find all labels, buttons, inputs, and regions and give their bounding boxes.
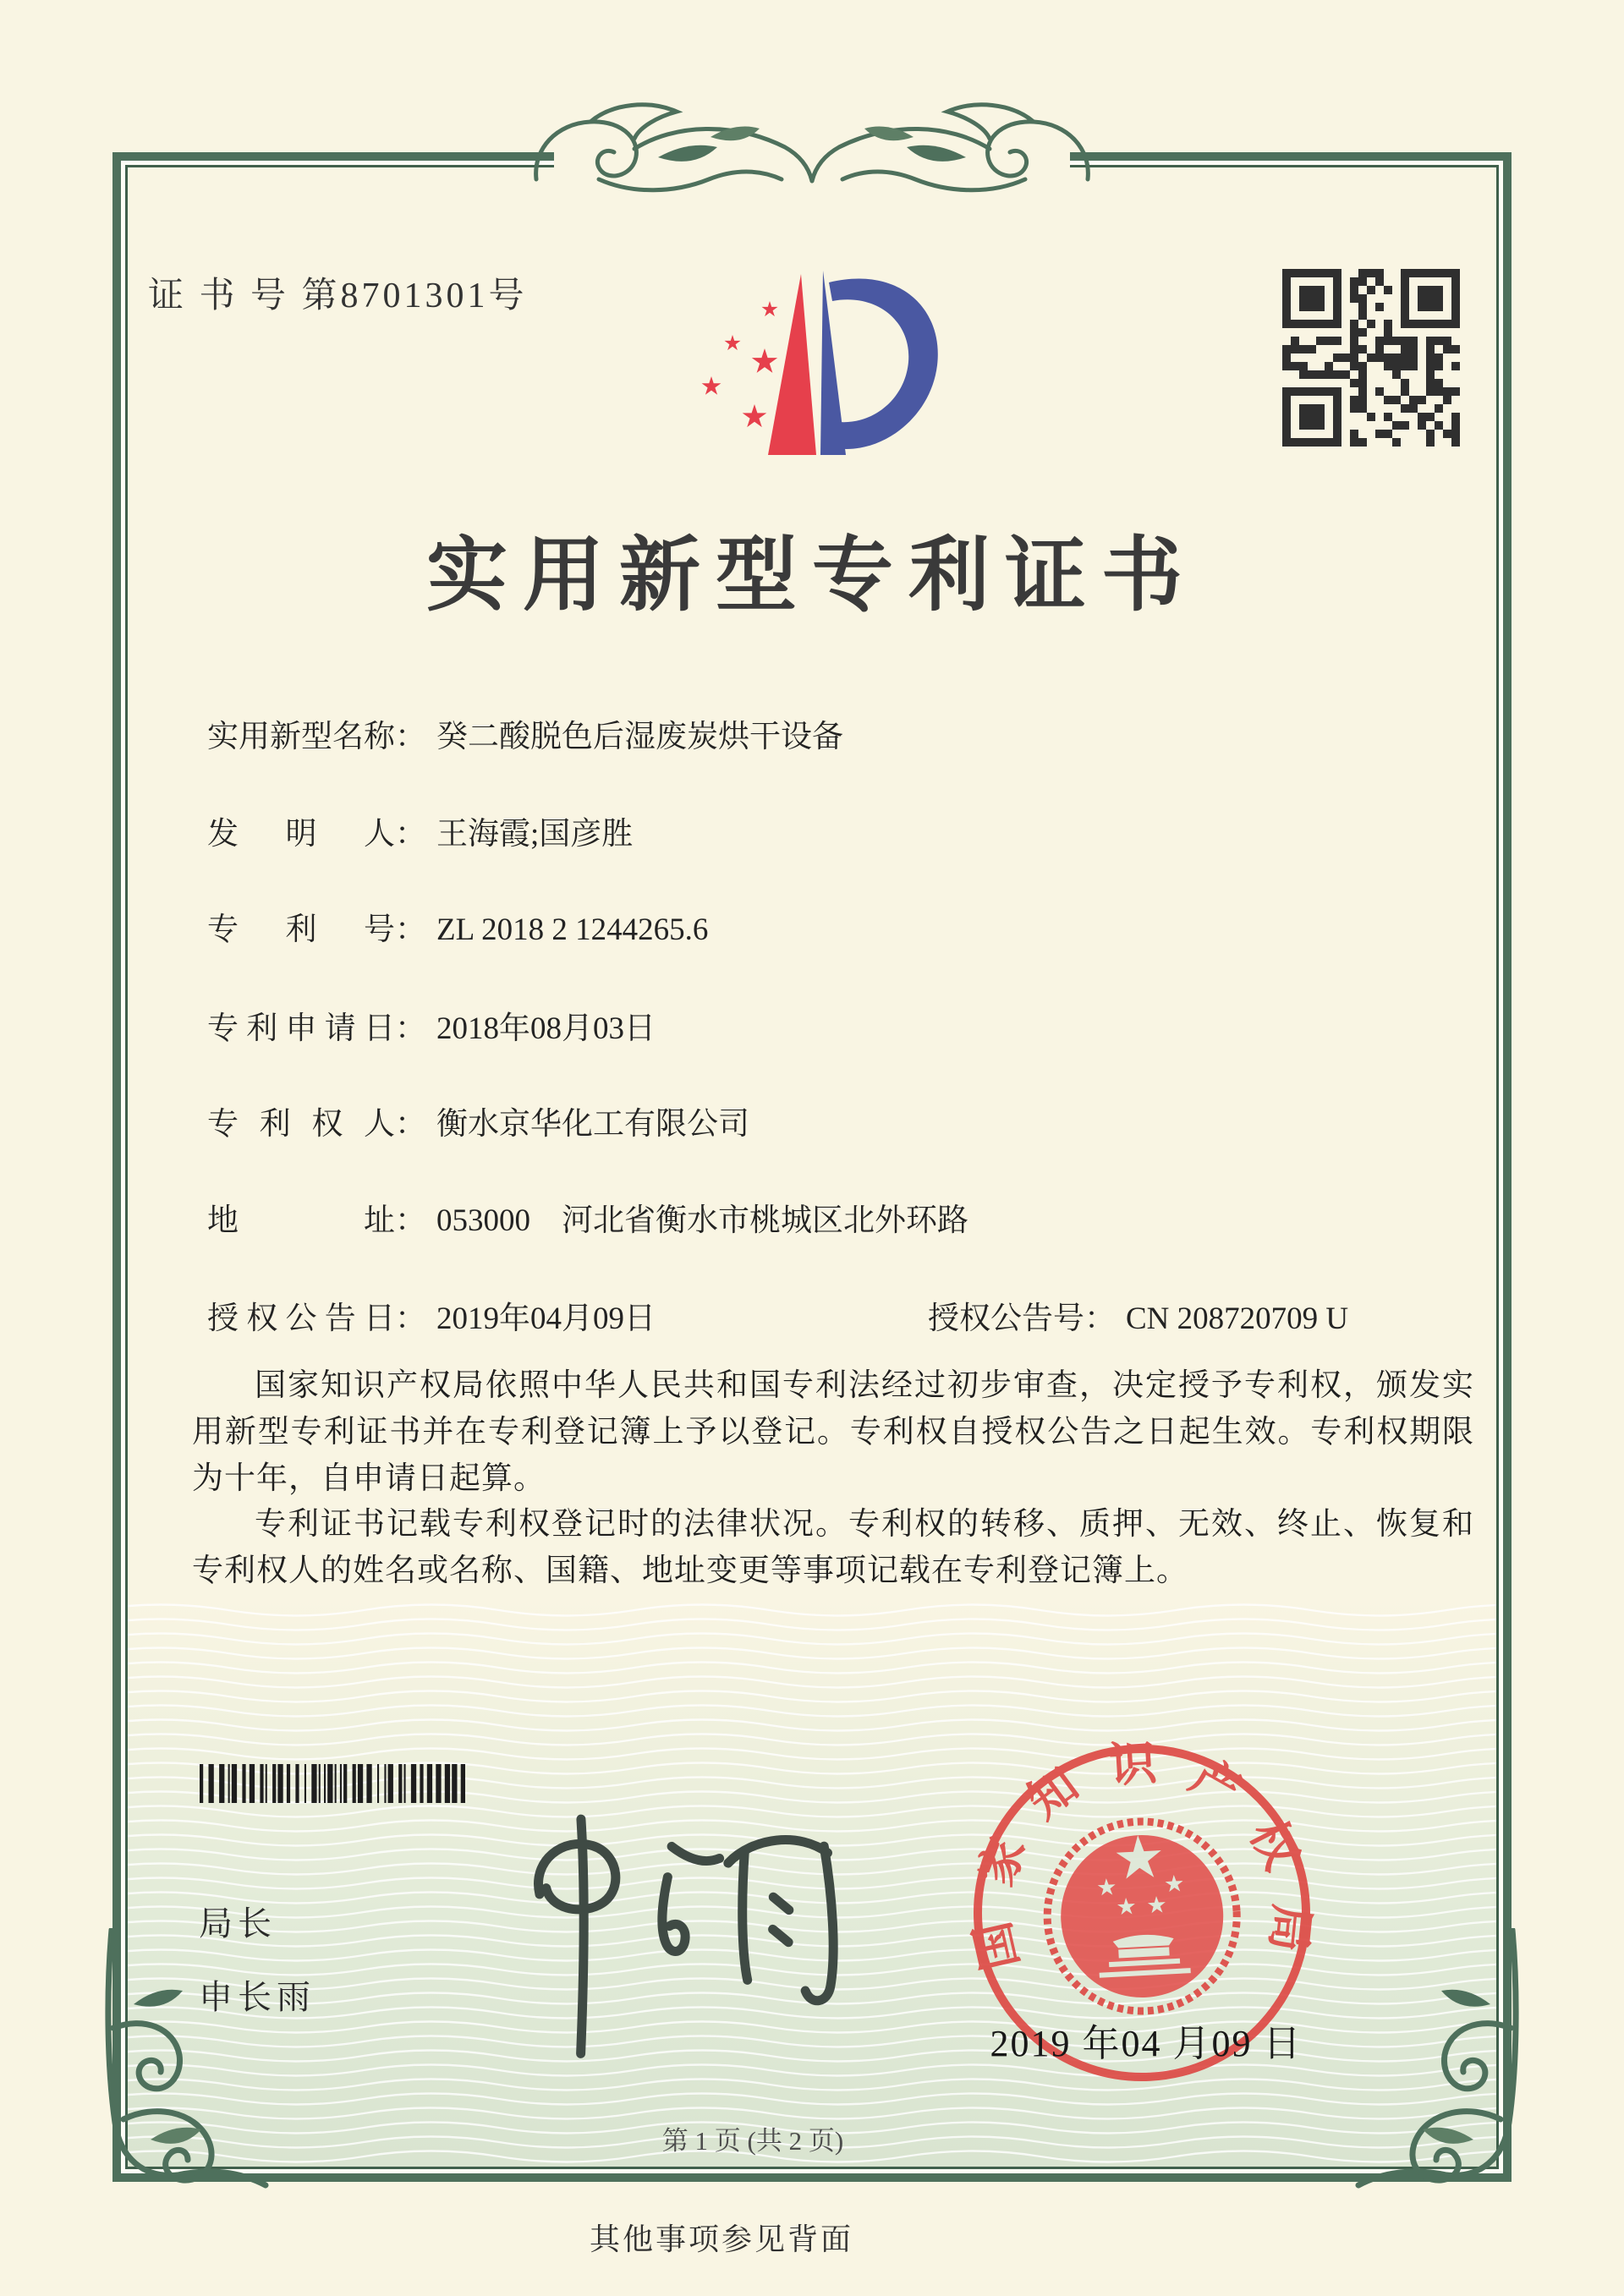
field-label: 实用新型名称 <box>207 720 395 754</box>
field-value: CN 208720709 U <box>1126 1301 1349 1336</box>
seal-date: 2019 年04 月09 日 <box>990 2023 1303 2064</box>
certificate-title: 实用新型专利证书 <box>426 530 1198 621</box>
field-value: 2019年04月09日 <box>436 1301 656 1336</box>
corner-ornament-left <box>100 1928 303 2192</box>
field-inventor: 发明人： 王海霞;国彦胜 <box>207 808 633 853</box>
body-paragraph-2: 专利证书记载专利权登记时的法律状况。专利权的转移、质押、无效、终止、恢复和专利权人的姓名或名称、国籍、地址变更等事项记载在专利登记簿上。 <box>192 1507 1474 1588</box>
field-filing-date: 专利申请日： 2018年08月03日 <box>207 1002 656 1048</box>
corner-ornament-right <box>1321 1928 1524 2192</box>
legal-body-text <box>192 1363 1474 1595</box>
field-label: 授权公告日 <box>207 1301 395 1336</box>
body-paragraph-1: 国家知识产权局依照中华人民共和国专利法经过初步审查，决定授予专利权，颁发实用新型专利证书并在专利登记簿上予以登记。专利权自授权公告之日起生效。专利权期限为十年，自申请日起算。 <box>192 1368 1474 1496</box>
field-label: 专利申请日 <box>207 1011 395 1046</box>
logo-p-bowl <box>829 279 938 449</box>
handwritten-signature <box>453 1803 868 2080</box>
seal-ring-text: 国家知识产权局 <box>966 1737 1318 1975</box>
field-address: 地址： 053000 河北省衡水市桃城区北外环路 <box>207 1194 968 1240</box>
cnipa-patent-logo <box>687 247 941 465</box>
field-value: 癸二酸脱色后湿废炭烘干设备 <box>436 720 843 754</box>
field-value: ZL 2018 2 1244265.6 <box>436 912 709 947</box>
field-value: 053000 河北省衡水市桃城区北外环路 <box>436 1203 968 1238</box>
field-label: 发明人 <box>207 817 395 852</box>
seal-national-emblem <box>1043 1817 1242 2015</box>
field-label: 地址 <box>207 1203 395 1238</box>
field-patent-number: 专利号： ZL 2018 2 1244265.6 <box>207 903 708 949</box>
field-patentee: 专利权人： 衡水京华化工有限公司 <box>207 1098 749 1143</box>
logo-red-wedge <box>768 274 816 455</box>
field-grant-date-and-number: 授权公告日： 2019年04月09日 授权公告号： CN 208720709 U <box>207 1292 656 1338</box>
commissioner-name: 申长雨 <box>199 1978 315 2016</box>
page-indicator: 第 1 页 (共 2 页) <box>661 2126 844 2156</box>
field-label: 专利号 <box>207 912 395 947</box>
commissioner-title: 局长 <box>199 1904 277 1943</box>
field-utility-model-name: 实用新型名称： 癸二酸脱色后湿废炭烘干设备 <box>207 710 843 756</box>
field-value: 王海霞;国彦胜 <box>436 817 634 852</box>
field-grant-publication-number: 授权公告号： CN 208720709 U <box>928 1301 1349 1336</box>
field-label: 专利权人 <box>207 1107 395 1142</box>
field-value: 衡水京华化工有限公司 <box>436 1107 749 1142</box>
barcode <box>200 1764 465 1803</box>
field-label: 授权公告号 <box>928 1301 1084 1336</box>
qr-code <box>1282 269 1460 447</box>
certificate-number: 证 书 号 第8701301号 <box>148 277 528 315</box>
back-side-note: 其他事项参见背面 <box>590 2222 854 2256</box>
dragon-flourish-top <box>531 98 1093 208</box>
field-value: 2018年08月03日 <box>436 1011 656 1046</box>
